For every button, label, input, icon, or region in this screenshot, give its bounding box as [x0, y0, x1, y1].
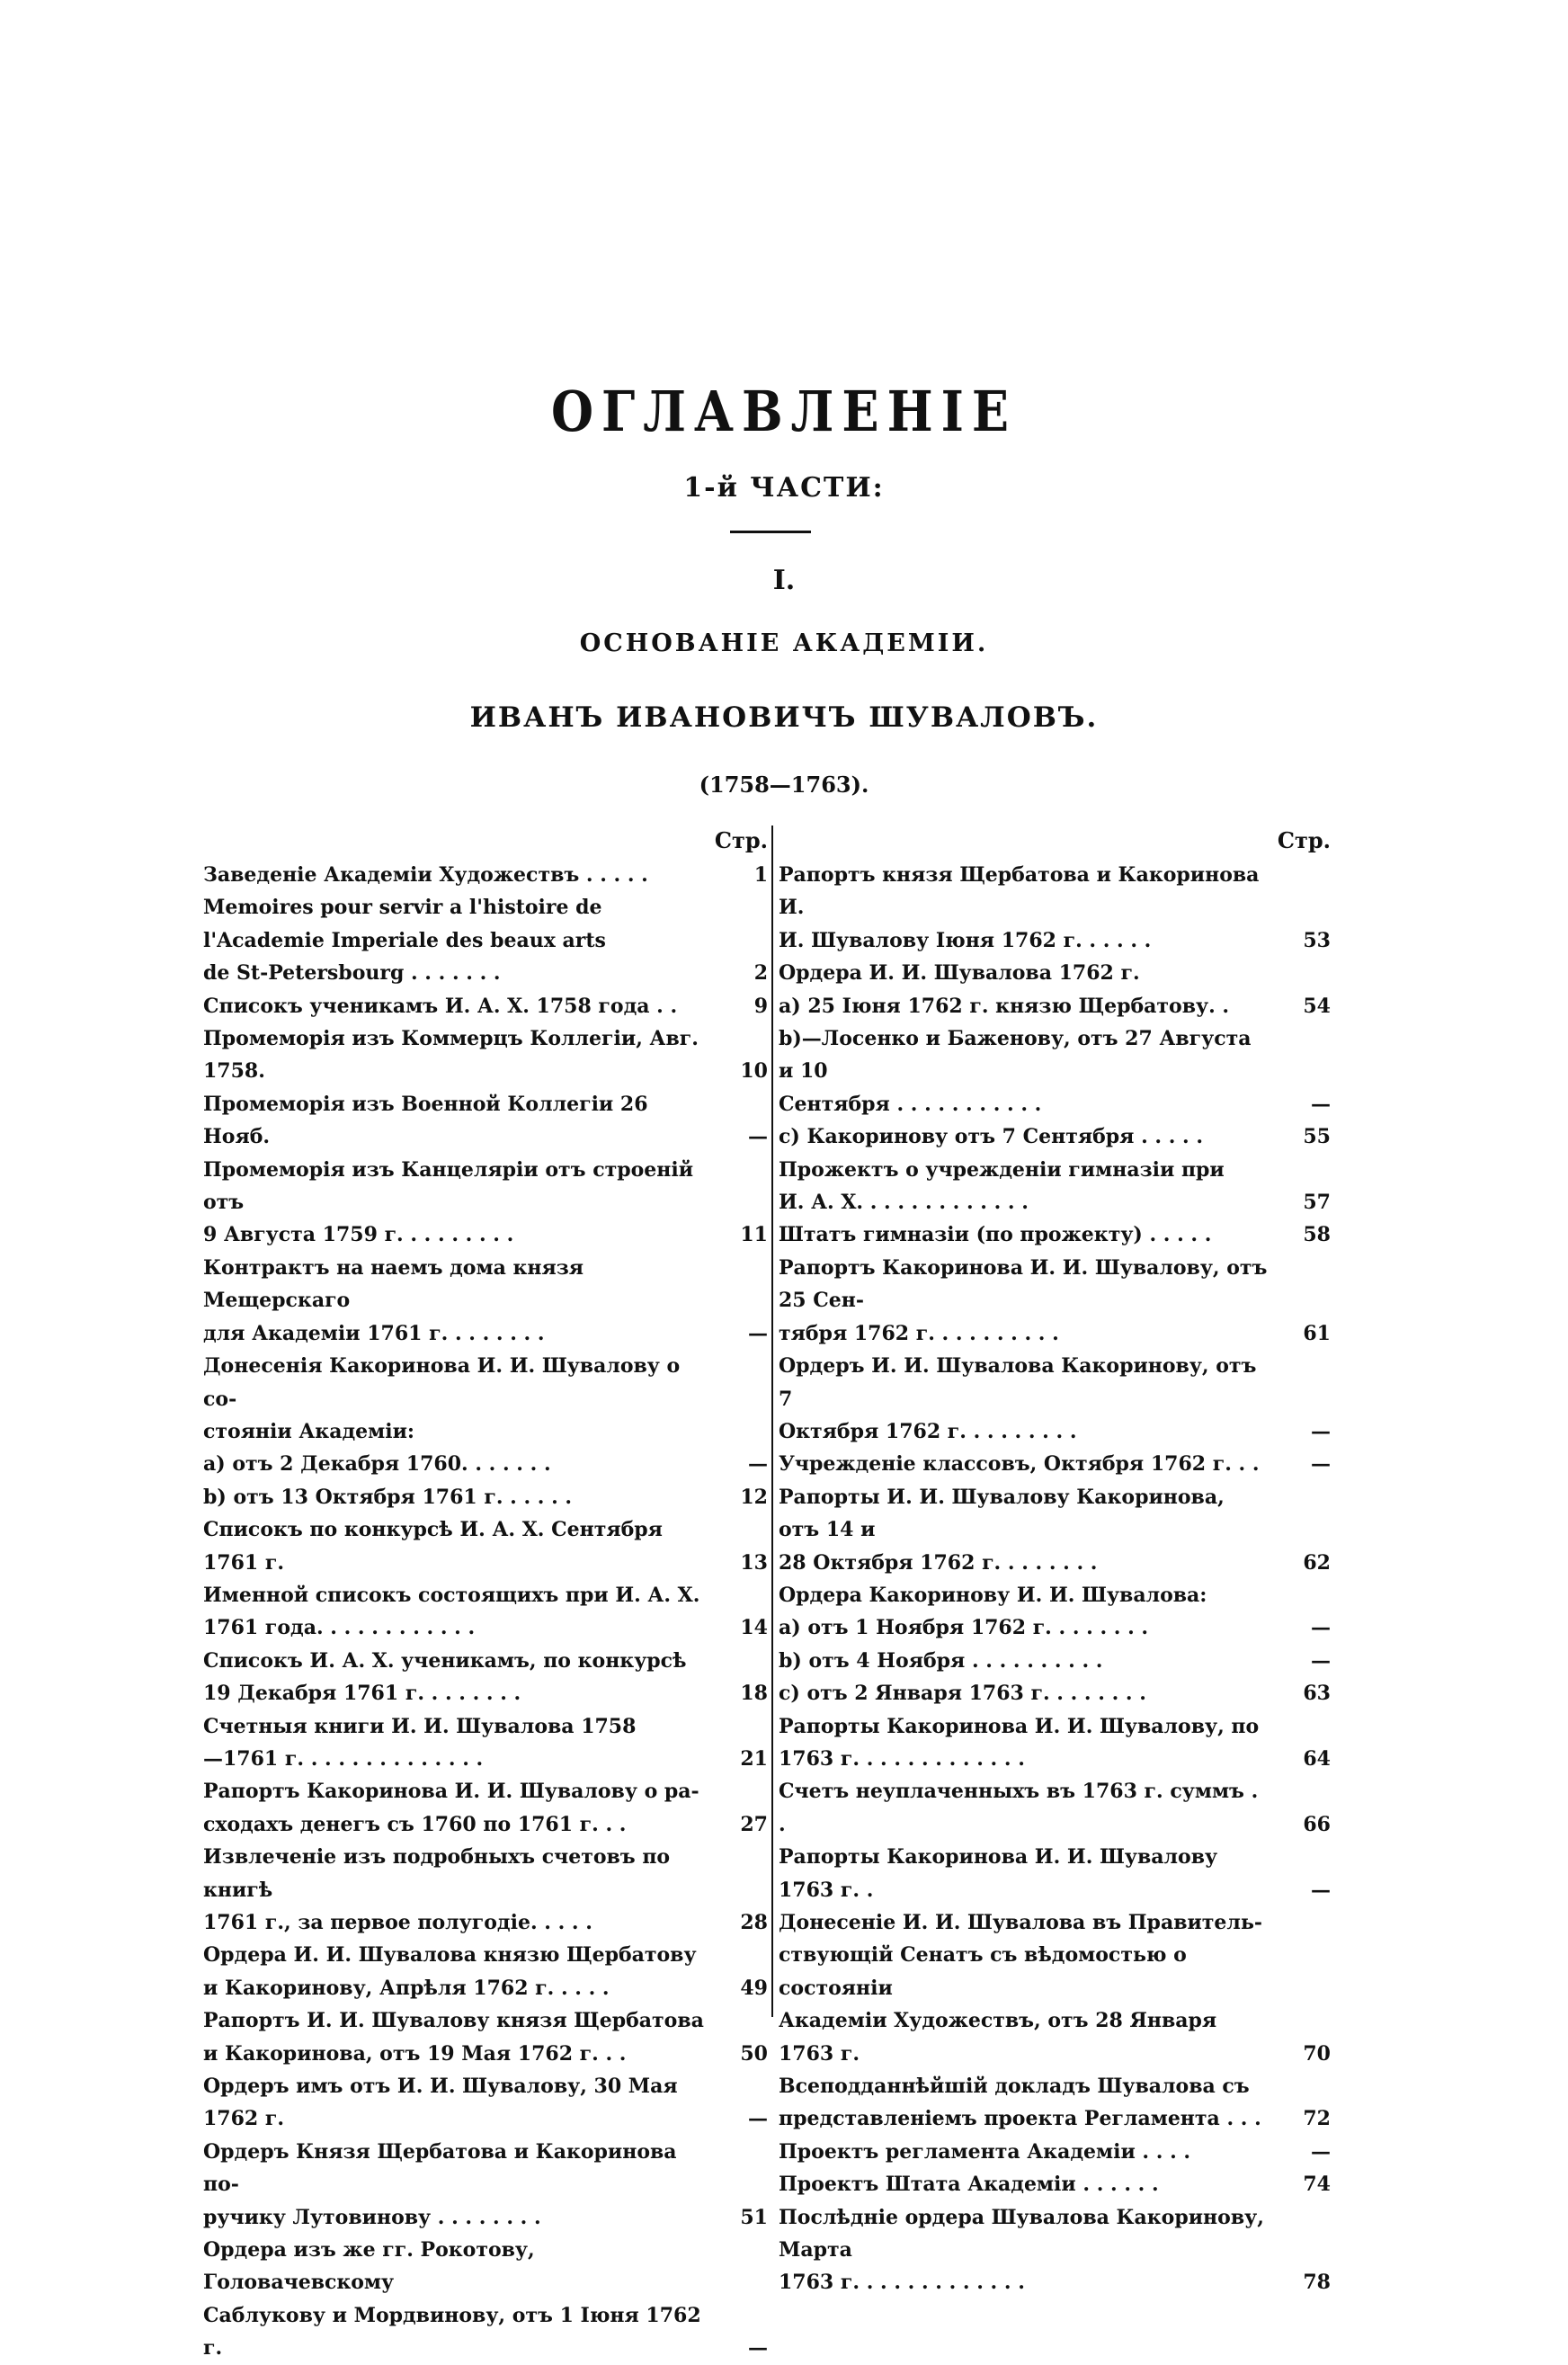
toc-entry-page: 78 [1303, 2271, 1331, 2295]
toc-entry-page: 11 [740, 1223, 768, 1247]
toc-entry-page: 14 [740, 1616, 768, 1640]
toc-entry [203, 1513, 768, 1579]
toc-entry [779, 1775, 1331, 1841]
toc-entries-left [203, 859, 768, 2365]
title-rule [730, 531, 811, 533]
toc-entry-text: Промеморія изъ Коммерцъ Коллегіи, Авг. 1758. [203, 1027, 699, 1084]
toc-entry [203, 990, 768, 1022]
section-number: I. [772, 565, 796, 596]
toc-entry-page: — [1311, 1878, 1331, 1902]
toc-entry [779, 2136, 1331, 2168]
toc-entry-page: — [1311, 1648, 1331, 1673]
toc-entry-text: Именной списокъ состоящихъ при И. А. Х. 1761 года. . . . . . . . . . . . [203, 1583, 700, 1640]
toc-entry-page: 50 [740, 2041, 768, 2066]
toc-entry [203, 1775, 768, 1841]
toc-entry [203, 1022, 768, 1088]
toc-entry [779, 1154, 1331, 1219]
toc-entry-page: — [1311, 1092, 1331, 1116]
toc-entry-text: Списокъ ученикамъ И. А. Х. 1758 года . . [203, 994, 678, 1018]
toc-entry-text: Списокъ И. А. Х. ученикамъ, по конкурсѣ 19 Декабря 1761 г. . . . . . . . [203, 1648, 687, 1706]
toc-entry [203, 1154, 768, 1252]
person-heading: ИВАНЪ ИВАНОВИЧЪ ШУВАЛОВЪ. [469, 701, 1099, 734]
toc-entry-page: — [748, 1125, 768, 1149]
toc-entry-page: 2 [753, 961, 768, 986]
toc-entry-text: c) отъ 2 Января 1763 г. . . . . . . . [779, 1682, 1146, 1706]
toc-entry-page: 12 [740, 1485, 768, 1509]
toc-entry-text: b)—Лосенко и Баженову, отъ 27 Августа и 10 Сентября . . . . . . . . . . . [779, 1027, 1252, 1116]
toc-entry-text: Всеподданнѣйшій докладъ Шувалова съ представленіемъ проекта Регламента . . . [779, 2075, 1261, 2131]
toc-entry-page: 70 [1303, 2041, 1331, 2066]
toc-entry-text: Заведеніе Академіи Художествъ . . . . . [203, 863, 648, 887]
toc-entry [203, 891, 768, 989]
toc-entry [779, 1252, 1331, 1350]
toc-entry-text: Донесеніе И. И. Шувалова въ Правитель- ствующій Сенатъ съ вѣдомостью о состояніи Академіи Художествъ, отъ 28 Января 1763 г. [779, 1911, 1263, 2066]
toc-entry [779, 1481, 1331, 1579]
toc-entry-page: — [1311, 1419, 1331, 1443]
toc-entry-text: Ордеръ Князя Щербатова и Какоринова по- ручику Лутовинову . . . . . . . . [203, 2139, 677, 2229]
toc-entry-text: Донесенія Какоринова И. И. Шувалову о со- стояніи Академіи: a) отъ 2 Декабря 1760. . . . . . . [203, 1354, 681, 1477]
toc-entry-text: Ордеръ имъ отъ И. И. Шувалову, 30 Мая 1762 г. [203, 2075, 678, 2131]
toc-entry-page: 51 [740, 2205, 768, 2229]
toc-entry-text: Ордера И. И. Шувалова князю Щербатову и Какоринову, Апрѣля 1762 г. . . . . [203, 1943, 697, 2000]
toc-entry-page: 53 [1303, 928, 1331, 952]
toc-entry-page: 9 [753, 994, 768, 1018]
toc-entry-text: Ордеръ И. И. Шувалова Какоринову, отъ 7 Октября 1762 г. . . . . . . . . [779, 1354, 1257, 1443]
toc-entry-text: Учрежденіе классовъ, Октября 1762 г. . . [779, 1452, 1260, 1477]
toc-entry-page: 55 [1303, 1125, 1331, 1149]
toc-column-left [203, 823, 768, 2365]
toc-entry-text: Промеморія изъ Военной Коллегіи 26 Нояб. [203, 1092, 648, 1149]
toc-entry-page: 21 [740, 1746, 768, 1771]
toc-entry-text: Memoires pour servir a l'histoire de l'Academie Imperiale des beaux arts de St-Petersbourg . . . . . . . [203, 896, 606, 986]
page-title: ОГЛАВЛЕНІЕ [550, 378, 1018, 444]
toc-entry-page: — [748, 1321, 768, 1345]
toc-entry [203, 1939, 768, 2004]
toc-entry-text: Прожектъ о учрежденіи гимназіи при И. А. Х. . . . . . . . . . . . . [779, 1157, 1225, 1215]
toc-entry-text: Счетныя книги И. И. Шувалова 1758 —1761 г. . . . . . . . . . . . . . [203, 1714, 637, 1771]
toc-entry-text: Рапортъ И. И. Шувалову князя Щербатова и Какоринова, отъ 19 Мая 1762 г. . . [203, 2009, 704, 2066]
toc-entry-page: 64 [1303, 1746, 1331, 1771]
toc-entry [203, 1252, 768, 1350]
toc-entry [779, 1906, 1331, 2070]
toc-entry-page: 61 [1303, 1321, 1331, 1345]
toc-entry [203, 1350, 768, 1481]
toc-entry [779, 859, 1331, 957]
toc-entry [779, 1710, 1331, 1776]
toc-entry [203, 1481, 768, 1513]
toc-entry-page: 49 [740, 1976, 768, 2000]
toc-entry [779, 1841, 1331, 1906]
years-range: (1758—1763). [699, 772, 869, 798]
toc-entry-page: 57 [1303, 1191, 1331, 1215]
toc-entry-text: Счетъ неуплаченныхъ въ 1763 г. суммъ . . [779, 1780, 1259, 1836]
toc-entry-page: 62 [1303, 1550, 1331, 1575]
toc-entry-page: — [748, 2336, 768, 2361]
toc-entry [203, 2070, 768, 2136]
toc-entry [779, 1677, 1331, 1709]
toc-entry-page: 27 [740, 1812, 768, 1836]
column-divider [771, 826, 773, 2017]
toc-entry [203, 2004, 768, 2070]
toc-entry-text: Ордера И. И. Шувалова 1762 г. a) 25 Іюня 1762 г. князю Щербатову. . [779, 961, 1230, 1018]
toc-entry-text: Ордера Какоринову И. И. Шувалова: a) отъ 1 Ноября 1762 г. . . . . . . . [779, 1583, 1207, 1640]
toc-entry-page: 10 [740, 1059, 768, 1084]
toc-entry-text: Рапортъ Какоринова И. И. Шувалову, отъ 25 Сен- тября 1762 г. . . . . . . . . . [779, 1255, 1268, 1345]
toc-entry-text: Рапорты Какоринова И. И. Шувалову 1763 г. . [779, 1845, 1218, 1902]
toc-entry-text: b) отъ 13 Октября 1761 г. . . . . . [203, 1485, 573, 1509]
toc-entry-page: — [748, 1452, 768, 1477]
toc-entry-page: 58 [1303, 1223, 1331, 1247]
toc-entry-page: 13 [740, 1550, 768, 1575]
toc-entry [779, 1120, 1331, 1153]
toc-entry-text: Контрактъ на наемъ дома князя Мещерскаго для Академіи 1761 г. . . . . . . . [203, 1255, 584, 1345]
toc-entry [779, 957, 1331, 1022]
toc-entry [779, 2070, 1331, 2136]
toc-entry-text: b) отъ 4 Ноября . . . . . . . . . . [779, 1648, 1103, 1673]
toc-entry-page: — [748, 2107, 768, 2131]
toc-entry-text: Извлеченіе изъ подробныхъ счетовъ по книгѣ 1761 г., за первое полугодіе. . . . . [203, 1845, 671, 1934]
toc-entry-page: 28 [740, 1911, 768, 1934]
toc-entry-page: — [1311, 2139, 1331, 2164]
toc-entry [203, 859, 768, 891]
toc-entry [203, 1841, 768, 1939]
toc-entry-page: 74 [1303, 2173, 1331, 2197]
toc-entry [203, 1710, 768, 1776]
toc-entry-text: Штатъ гимназіи (по прожекту) . . . . . [779, 1223, 1212, 1247]
toc-entry [203, 2234, 768, 2365]
toc-entry [203, 2136, 768, 2234]
toc-entry [779, 1579, 1331, 1645]
toc-entry-page: 63 [1303, 1682, 1331, 1706]
page-column-label: Стр. [1277, 827, 1331, 853]
toc-entry [203, 1645, 768, 1710]
toc-entry [779, 1645, 1331, 1677]
toc-entry-page: 54 [1303, 994, 1331, 1018]
toc-entry [779, 1022, 1331, 1120]
toc-entry-text: Рапортъ Какоринова И. И. Шувалову о ра- сходахъ денегъ съ 1760 по 1761 г. . . [203, 1780, 699, 1836]
toc-entry-page: 66 [1303, 1812, 1331, 1836]
toc-entry-text: Промеморія изъ Канцеляріи отъ строеній отъ 9 Августа 1759 г. . . . . . . . . [203, 1157, 694, 1247]
section-title: ОСНОВАНІЕ АКАДЕМІИ. [579, 629, 989, 657]
toc-entry-page: 72 [1303, 2107, 1331, 2131]
toc-entry [779, 2201, 1331, 2299]
toc-entry [779, 2168, 1331, 2200]
toc-entry-page: — [1311, 1452, 1331, 1477]
toc-entry-page: — [1311, 1616, 1331, 1640]
toc-entry-text: Проектъ регламента Академіи . . . . [779, 2139, 1191, 2164]
toc-entry-text: Рапорты И. И. Шувалову Какоринова, отъ 14 и 28 Октября 1762 г. . . . . . . . [779, 1485, 1225, 1575]
toc-entry-text: Ордера изъ же гг. Рокотову, Головачевскому Саблукову и Мордвинову, отъ 1 Іюня 1762 г. [203, 2238, 701, 2361]
toc-entry-text: Рапортъ князя Щербатова и Какоринова И. И. Шувалову Іюня 1762 г. . . . . . [779, 863, 1260, 952]
toc-entry-text: Рапорты Какоринова И. И. Шувалову, по 1763 г. . . . . . . . . . . . . [779, 1714, 1260, 1771]
toc-entry [779, 1350, 1331, 1448]
toc-column-right [779, 823, 1331, 2299]
toc-entry-text: Послѣдніе ордера Шувалова Какоринову, Марта 1763 г. . . . . . . . . . . . . [779, 2205, 1264, 2295]
toc-entry-page: 18 [740, 1682, 768, 1706]
toc-entries-right [779, 859, 1331, 2299]
part-subtitle: 1-й ЧАСТИ: [683, 472, 885, 504]
toc-entry [779, 1448, 1331, 1480]
toc-entry [779, 1218, 1331, 1251]
toc-entry-text: Списокъ по конкурсѣ И. А. Х. Сентября 1761 г. [203, 1518, 663, 1575]
toc-entry-text: c) Какоринову отъ 7 Сентября . . . . . [779, 1125, 1204, 1149]
toc-entry [203, 1579, 768, 1645]
toc-entry [203, 1088, 768, 1154]
page-column-label: Стр. [714, 827, 768, 853]
toc-entry-page: 1 [753, 863, 768, 887]
toc-entry-text: Проектъ Штата Академіи . . . . . . [779, 2173, 1159, 2197]
